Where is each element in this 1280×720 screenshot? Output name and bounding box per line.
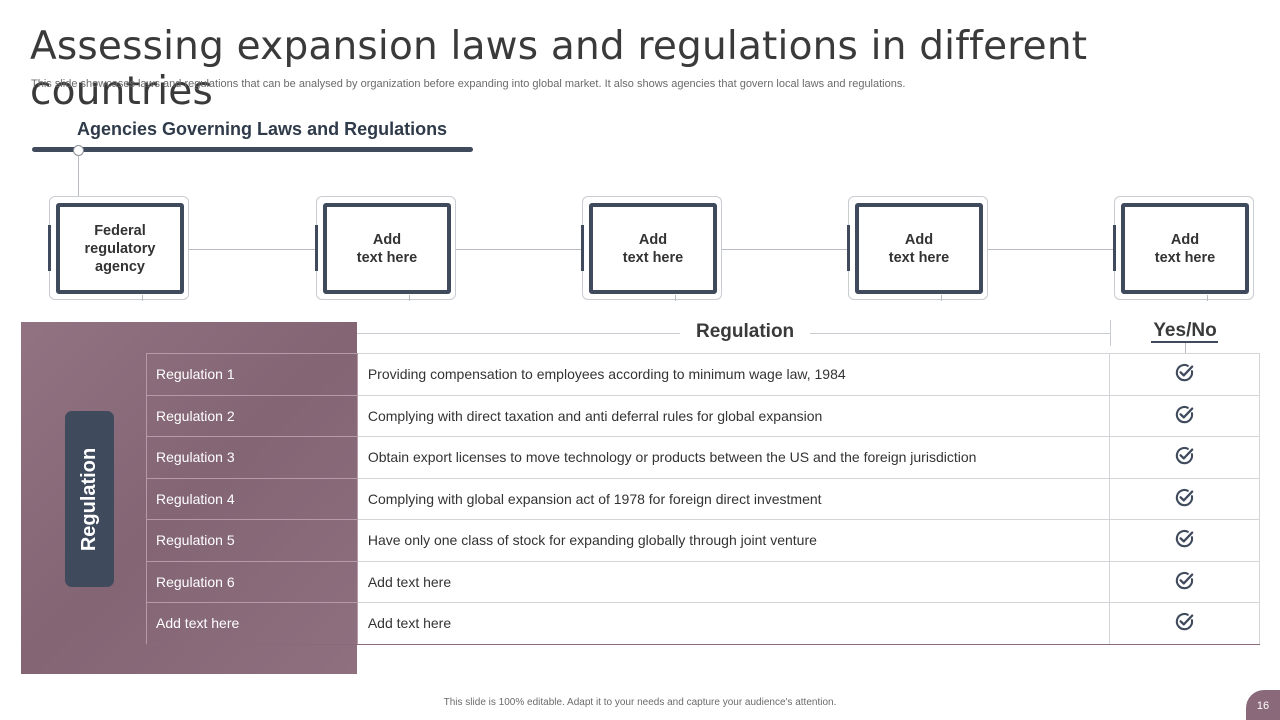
- table-row: [147, 603, 1260, 645]
- agency-box-1[interactable]: [49, 196, 189, 300]
- page-title: Assessing expansion laws and regulations in different countries: [30, 24, 1088, 114]
- check-cell: [1110, 437, 1260, 479]
- agency-box-4[interactable]: [848, 196, 988, 300]
- page-number: 16: [1246, 690, 1280, 720]
- agency-label: Add text here: [589, 203, 717, 294]
- regulation-side-label: [65, 411, 114, 587]
- regulation-side-label-text: Regulation: [78, 447, 100, 551]
- regulation-description[interactable]: Obtain export licenses to move technology or products between the US and the foreign jurisdiction: [357, 437, 1109, 479]
- check-cell: [1110, 395, 1260, 437]
- regulation-description[interactable]: Add text here: [357, 603, 1109, 645]
- heading-dot: [73, 145, 84, 156]
- check-cell: [1110, 561, 1260, 603]
- regulation-description[interactable]: Complying with global expansion act of 1978 for foreign direct investment: [357, 478, 1109, 520]
- agency-box-3[interactable]: [582, 196, 722, 300]
- regulation-description[interactable]: Complying with direct taxation and anti deferral rules for global expansion: [357, 395, 1109, 437]
- circle-check-icon[interactable]: [1174, 528, 1195, 552]
- regulation-table: [146, 353, 1260, 645]
- regulation-name[interactable]: Add text here: [147, 603, 358, 645]
- regulation-name[interactable]: Regulation 5: [147, 520, 358, 562]
- heading-stem: [78, 156, 79, 198]
- regulation-name[interactable]: Regulation 1: [147, 354, 358, 396]
- check-cell: [1110, 603, 1260, 645]
- yesno-column-header: Yes/No: [1153, 320, 1217, 341]
- table-row: [147, 478, 1260, 520]
- regulation-description[interactable]: Add text here: [357, 561, 1109, 603]
- footer-note: This slide is 100% editable. Adapt it to your needs and capture your audience's attention.: [443, 697, 837, 708]
- page-subtitle: This slide showcases laws and regulations that can be analysed by organization before expanding into global market. It also shows agencies that govern local laws and regulations.: [31, 78, 906, 90]
- table-row: [147, 520, 1260, 562]
- circle-check-icon[interactable]: [1174, 570, 1195, 594]
- check-cell: [1110, 520, 1260, 562]
- agency-box-5[interactable]: [1114, 196, 1254, 300]
- agencies-heading: Agencies Governing Laws and Regulations: [77, 119, 448, 139]
- check-cell: [1110, 354, 1260, 396]
- regulation-name[interactable]: Regulation 3: [147, 437, 358, 479]
- check-cell: [1110, 478, 1260, 520]
- agency-label: Add text here: [1121, 203, 1249, 294]
- table-row: [147, 354, 1260, 396]
- circle-check-icon[interactable]: [1174, 611, 1195, 635]
- regulation-description[interactable]: Have only one class of stock for expanding globally through joint venture: [357, 520, 1109, 562]
- table-row: [147, 395, 1260, 437]
- table-row: [147, 437, 1260, 479]
- regulation-column-header: Regulation: [680, 321, 810, 343]
- regulation-description[interactable]: Providing compensation to employees according to minimum wage law, 1984: [357, 354, 1109, 396]
- regulation-name[interactable]: Regulation 6: [147, 561, 358, 603]
- yesno-stem: [1185, 343, 1186, 353]
- agency-label: Add text here: [323, 203, 451, 294]
- agency-label: Add text here: [855, 203, 983, 294]
- regulation-name[interactable]: Regulation 4: [147, 478, 358, 520]
- regulation-name[interactable]: Regulation 2: [147, 395, 358, 437]
- agency-label: Federal regulatory agency: [56, 203, 184, 294]
- circle-check-icon[interactable]: [1174, 487, 1195, 511]
- circle-check-icon[interactable]: [1174, 404, 1195, 428]
- agency-box-2[interactable]: [316, 196, 456, 300]
- heading-bar: [32, 147, 473, 152]
- table-row: [147, 561, 1260, 603]
- circle-check-icon[interactable]: [1174, 445, 1195, 469]
- circle-check-icon[interactable]: [1174, 362, 1195, 386]
